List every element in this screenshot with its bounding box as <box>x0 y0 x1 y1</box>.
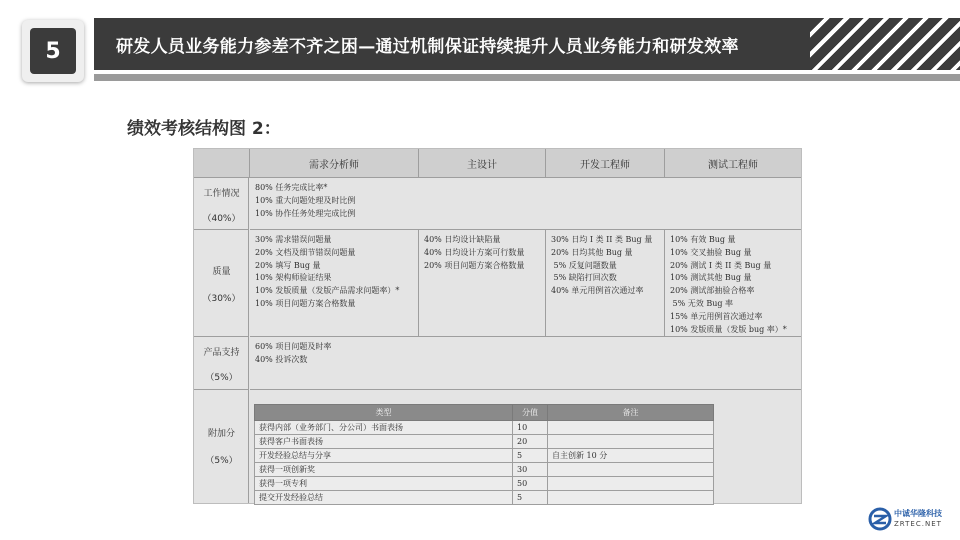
support-cell: 60% 项目问题及时率 40% 投诉次数 <box>250 337 801 390</box>
table-row <box>255 491 714 505</box>
row-label-bonus-weight: （5%） <box>205 456 238 466</box>
title-bar <box>94 18 960 70</box>
bonus-score: 5 <box>513 449 548 463</box>
bonus-header-score: 分值 <box>513 405 548 421</box>
col-header-requirements-analyst: 需求分析师 <box>250 149 419 178</box>
bonus-note <box>548 435 714 449</box>
bonus-type: 获得客户书面表扬 <box>255 435 513 449</box>
row-label-bonus-text: 附加分 <box>207 429 235 439</box>
bonus-type: 获得一项创新奖 <box>255 463 513 477</box>
table-row <box>255 421 714 435</box>
work-cell-analyst: 80% 任务完成比率* 10% 重大问题处理及时比例 10% 协作任务处理完成比例 <box>250 178 801 230</box>
logo-name: 中诚华隆科技 <box>894 509 942 518</box>
slide-subtitle: 绩效考核结构图 2： <box>127 119 281 139</box>
bonus-header-note: 备注 <box>548 405 714 421</box>
table-row <box>255 477 714 491</box>
table-row <box>255 463 714 477</box>
slide-title: 研发人员业务能力参差不齐之困—通过机制保证持续提升人员业务能力和研发效率 <box>116 37 739 57</box>
bonus-note <box>548 421 714 435</box>
bonus-score: 30 <box>513 463 548 477</box>
bonus-score: 5 <box>513 491 548 505</box>
bonus-type: 获得内部（业务部门、分公司）书面表扬 <box>255 421 513 435</box>
bonus-score: 10 <box>513 421 548 435</box>
row-label-support-weight: （5%） <box>205 373 238 383</box>
col-header-developer: 开发工程师 <box>546 149 665 178</box>
quality-cell-developer: 30% 日均 I 类 II 类 Bug 量 20% 日均其他 Bug 量 5% 反复问题数量 5% 缺陷打回次数 40% 单元用例首次通过率 <box>546 230 665 337</box>
performance-table-image <box>193 148 802 504</box>
col-header-main-design: 主设计 <box>419 149 546 178</box>
bonus-note <box>548 463 714 477</box>
title-underline <box>94 74 960 81</box>
bonus-note <box>548 477 714 491</box>
table-corner <box>194 149 250 178</box>
quality-cell-analyst: 30% 需求错误问题量 20% 文档及细节错误问题量 20% 填写 Bug 量 10% 架构师验证结果 10% 发版质量（发版产品需求问题率）* 10% 项目问题方案合格数量 <box>250 230 419 337</box>
quality-cell-main-design: 40% 日均设计缺陷量 40% 日均设计方案可行数量 20% 项目问题方案合格数量 <box>419 230 546 337</box>
section-number-box <box>22 20 84 82</box>
row-label-work <box>194 178 249 230</box>
company-logo <box>868 505 958 533</box>
row-label-bonus <box>194 390 249 503</box>
row-label-quality <box>194 230 249 337</box>
bonus-score: 50 <box>513 477 548 491</box>
row-label-quality-text: 质量 <box>212 267 231 277</box>
bonus-header-type: 类型 <box>255 405 513 421</box>
col-header-tester: 测试工程师 <box>665 149 801 178</box>
bonus-type: 开发经验总结与分享 <box>255 449 513 463</box>
row-label-work-weight: （40%） <box>202 214 241 224</box>
row-label-quality-weight: （30%） <box>202 294 241 304</box>
decorative-stripes <box>810 18 960 70</box>
bonus-type: 提交开发经验总结 <box>255 491 513 505</box>
bonus-note <box>548 491 714 505</box>
row-label-work-text: 工作情况 <box>203 189 240 199</box>
row-label-support <box>194 337 249 390</box>
bonus-note: 自主创新 10 分 <box>548 449 714 463</box>
quality-cell-tester: 10% 有效 Bug 量 10% 交叉抽验 Bug 量 20% 测试 I 类 II 类 Bug 量 10% 测试其他 Bug 量 20% 测试部抽验合格率 5% 无效 Bug 率 15% 单元用例首次通过率 10% 发版质量（发版 bug 率）* <box>665 230 801 337</box>
table-row <box>255 435 714 449</box>
bonus-score: 20 <box>513 435 548 449</box>
bonus-points-table <box>254 404 714 505</box>
table-row <box>255 449 714 463</box>
section-number: 5 <box>30 28 76 74</box>
logo-icon <box>868 507 892 531</box>
logo-url: ZRTEC.NET <box>894 520 942 528</box>
bonus-type: 获得一项专利 <box>255 477 513 491</box>
row-label-support-text: 产品支持 <box>203 348 240 358</box>
